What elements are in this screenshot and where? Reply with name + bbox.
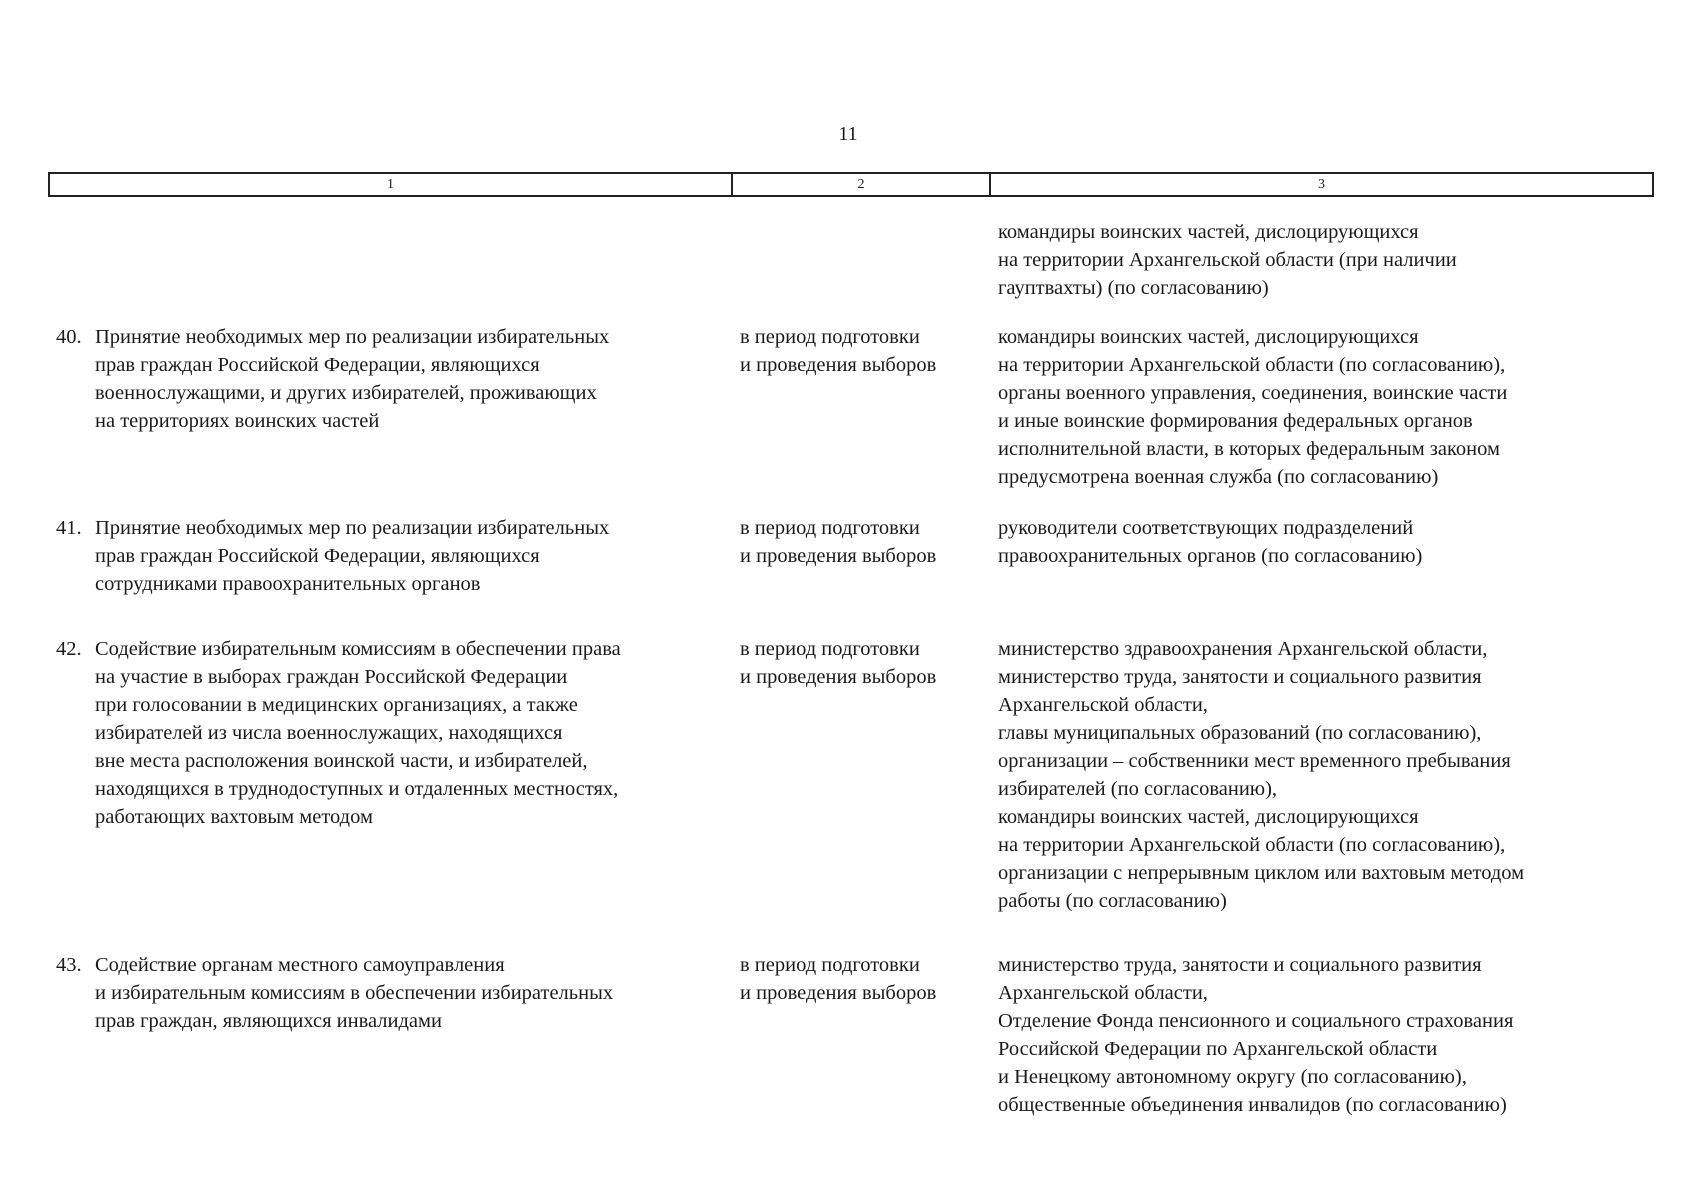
text-line: и проведения выборов bbox=[740, 982, 937, 1004]
text-line: и проведения выборов bbox=[740, 354, 937, 376]
period-cell bbox=[740, 951, 990, 1007]
executors-cell bbox=[998, 951, 1658, 1119]
text-line: избирателей из числа военнослужащих, находящихся bbox=[95, 722, 563, 744]
period-cell bbox=[740, 635, 990, 691]
text-line: министерство труда, занятости и социального развития bbox=[998, 954, 1482, 976]
text-line: правоохранительных органов (по согласованию) bbox=[998, 545, 1423, 567]
text-line: Архангельской области, bbox=[998, 982, 1208, 1004]
text-line: Содействие органам местного самоуправления bbox=[95, 954, 505, 976]
text-line: командиры воинских частей, дислоцирующихся bbox=[998, 806, 1419, 828]
text-line: избирателей (по согласованию), bbox=[998, 778, 1278, 800]
text-line: прав граждан Российской Федерации, являющихся bbox=[95, 545, 540, 567]
text-line: находящихся в труднодоступных и отдаленных местностях, bbox=[95, 778, 619, 800]
text-line: организации с непрерывным циклом или вахтовым методом bbox=[998, 862, 1525, 884]
text-line: командиры воинских частей, дислоцирующихся bbox=[998, 221, 1419, 243]
text-line: Принятие необходимых мер по реализации избирательных bbox=[95, 517, 610, 539]
text-line: на территории Архангельской области (при наличии bbox=[998, 249, 1457, 271]
text-line: исполнительной власти, в которых федеральным законом bbox=[998, 438, 1500, 460]
text-line: и иные воинские формирования федеральных органов bbox=[998, 410, 1473, 432]
measure-cell bbox=[56, 951, 726, 1035]
text-line: предусмотрена военная служба (по согласованию) bbox=[998, 466, 1439, 488]
text-line: при голосовании в медицинских организациях, а также bbox=[95, 694, 578, 716]
text-line: в период подготовки bbox=[740, 954, 920, 976]
text-line: на территории Архангельской области (по согласованию), bbox=[998, 354, 1506, 376]
item-number: 41. bbox=[56, 517, 82, 539]
text-line: министерство здравоохранения Архангельской области, bbox=[998, 638, 1488, 660]
text-line: на территории Архангельской области (по согласованию), bbox=[998, 834, 1506, 856]
text-line: Отделение Фонда пенсионного и социального страхования bbox=[998, 1010, 1514, 1032]
text-line: вне места расположения воинской части, и избирателей, bbox=[95, 750, 588, 772]
executors-cell bbox=[998, 514, 1658, 570]
text-line: органы военного управления, соединения, воинские части bbox=[998, 382, 1508, 404]
text-line: работающих вахтовым методом bbox=[95, 806, 373, 828]
text-line: военнослужащими, и других избирателей, проживающих bbox=[95, 382, 597, 404]
text-line: Архангельской области, bbox=[998, 694, 1208, 716]
text-line: и Ненецкому автономному округу (по согласованию), bbox=[998, 1066, 1467, 1088]
text-line: и избирательным комиссиям в обеспечении избирательных bbox=[95, 982, 614, 1004]
text-line: сотрудниками правоохранительных органов bbox=[95, 573, 481, 595]
measure-cell bbox=[56, 323, 726, 435]
text-line: на территориях воинских частей bbox=[95, 410, 380, 432]
text-line: прав граждан Российской Федерации, являющихся bbox=[95, 354, 540, 376]
table-header-row bbox=[48, 172, 1654, 197]
item-number: 40. bbox=[56, 326, 82, 348]
page-number: 11 bbox=[838, 123, 858, 145]
column-header-2: 2 bbox=[733, 174, 991, 195]
text-line: общественные объединения инвалидов (по согласованию) bbox=[998, 1094, 1507, 1116]
text-line: руководители соответствующих подразделений bbox=[998, 517, 1414, 539]
measure-cell bbox=[56, 514, 726, 598]
column-header-1: 1 bbox=[50, 174, 733, 195]
measure-cell bbox=[56, 635, 726, 831]
text-line: в период подготовки bbox=[740, 638, 920, 660]
text-line: гауптвахты) (по согласованию) bbox=[998, 277, 1269, 299]
text-line: прав граждан, являющихся инвалидами bbox=[95, 1010, 442, 1032]
item-number: 42. bbox=[56, 638, 82, 660]
text-line: работы (по согласованию) bbox=[998, 890, 1227, 912]
item-number: 43. bbox=[56, 954, 82, 976]
text-line: и проведения выборов bbox=[740, 545, 937, 567]
text-line: Принятие необходимых мер по реализации избирательных bbox=[95, 326, 610, 348]
executors-cell bbox=[998, 323, 1658, 491]
text-line: министерство труда, занятости и социального развития bbox=[998, 666, 1482, 688]
text-line: в период подготовки bbox=[740, 517, 920, 539]
text-line: главы муниципальных образований (по согласованию), bbox=[998, 722, 1482, 744]
continuation-executors bbox=[998, 218, 1658, 302]
text-line: в период подготовки bbox=[740, 326, 920, 348]
period-cell bbox=[740, 514, 990, 570]
executors-cell bbox=[998, 635, 1658, 915]
text-line: Содействие избирательным комиссиям в обеспечении права bbox=[95, 638, 621, 660]
text-line: командиры воинских частей, дислоцирующихся bbox=[998, 326, 1419, 348]
text-line: и проведения выборов bbox=[740, 666, 937, 688]
column-header-3: 3 bbox=[1318, 177, 1325, 192]
text-line: Российской Федерации по Архангельской области bbox=[998, 1038, 1438, 1060]
text-line: на участие в выборах граждан Российской Федерации bbox=[95, 666, 568, 688]
text-line: организации – собственники мест временного пребывания bbox=[998, 750, 1511, 772]
period-cell bbox=[740, 323, 990, 379]
